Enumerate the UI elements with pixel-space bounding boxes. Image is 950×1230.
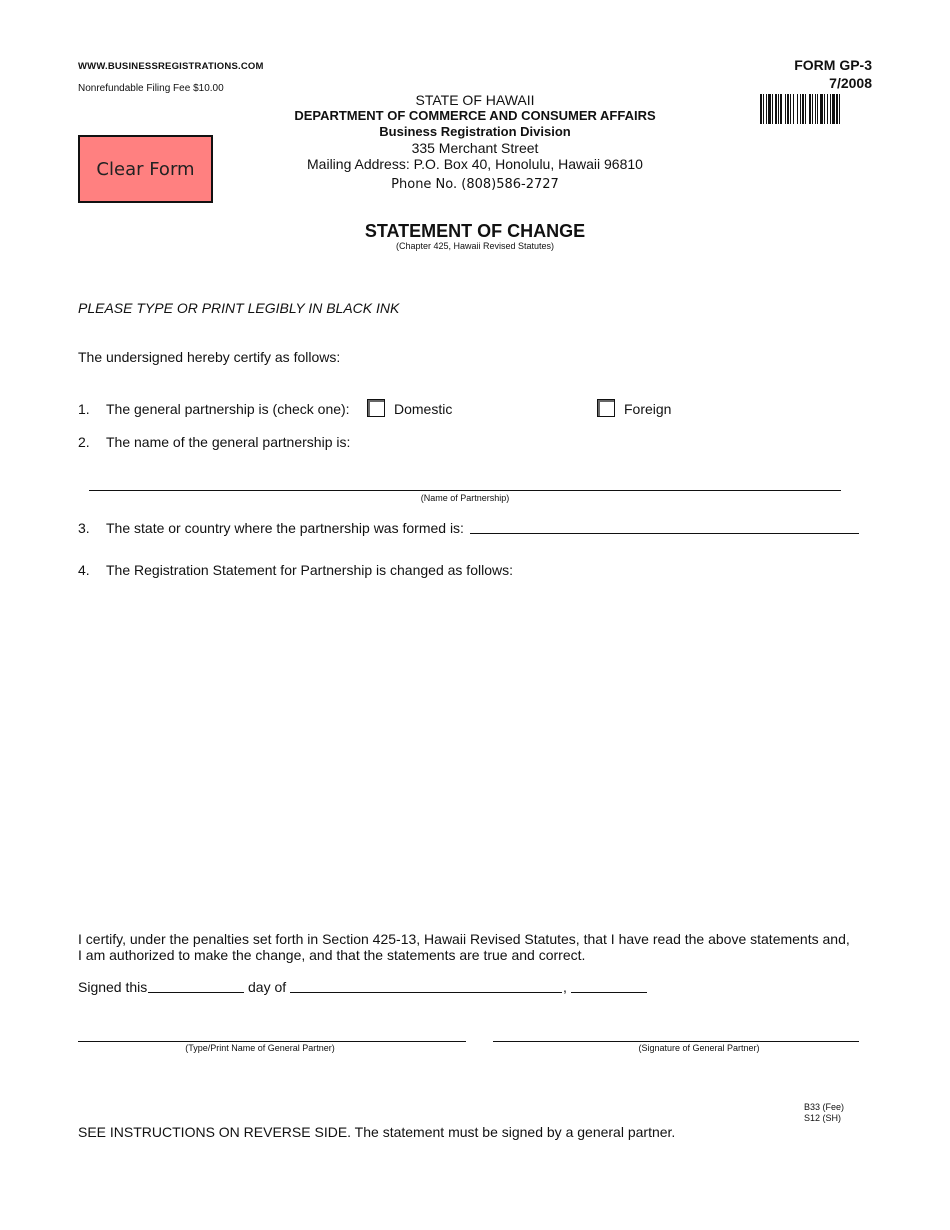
item-4-text: The Registration Statement for Partnership is changed as follows: <box>106 562 513 578</box>
instruction-text: PLEASE TYPE OR PRINT LEGIBLY IN BLACK INK <box>78 300 400 316</box>
domestic-checkbox[interactable] <box>367 399 385 417</box>
fee-code: B33 (Fee) <box>804 1102 845 1112</box>
partner-signature-field[interactable] <box>493 1041 859 1042</box>
certification-line-1: I certify, under the penalties set forth in Section 425-13, Hawaii Revised Statutes, that I have read the above statements and, <box>78 931 850 947</box>
state-name: STATE OF HAWAII <box>415 92 535 108</box>
form-subtitle: (Chapter 425, Hawaii Revised Statutes) <box>395 241 555 251</box>
changes-textarea[interactable] <box>78 585 859 915</box>
partnership-name-field[interactable] <box>89 490 841 491</box>
sh-code: S12 (SH) <box>804 1113 842 1123</box>
form-number: FORM GP-3 <box>794 57 872 73</box>
form-title: STATEMENT OF CHANGE <box>364 221 586 241</box>
domestic-label: Domestic <box>394 401 453 417</box>
mailing-address: Mailing Address: P.O. Box 40, Honolulu, Hawaii 96810 <box>307 156 643 172</box>
day-of-label: day of <box>248 979 287 995</box>
signed-day-field[interactable] <box>148 992 244 993</box>
division-name: Business Registration Division <box>379 124 571 139</box>
filing-fee: Nonrefundable Filing Fee $10.00 <box>78 83 224 94</box>
partnership-name-caption: (Name of Partnership) <box>420 493 510 503</box>
partner-name-caption: (Type/Print Name of General Partner) <box>185 1043 335 1053</box>
footer-instructions: SEE INSTRUCTIONS ON REVERSE SIDE. The statement must be signed by a general partner. <box>78 1124 676 1140</box>
certification-line-2: I am authorized to make the change, and that the statements are true and correct. <box>78 947 586 963</box>
signed-this-label: Signed this <box>78 979 148 995</box>
website-link[interactable]: WWW.BUSINESSREGISTRATIONS.COM <box>78 61 264 72</box>
item-2-text: The name of the general partnership is: <box>106 434 351 450</box>
foreign-label: Foreign <box>624 401 672 417</box>
phone-number: Phone No. (808)586-2727 <box>391 177 559 192</box>
foreign-checkbox[interactable] <box>597 399 615 417</box>
item-3-text: The state or country where the partnership was formed is: <box>106 520 464 536</box>
partner-name-field[interactable] <box>78 1041 466 1042</box>
barcode-icon <box>760 94 900 126</box>
item-3-number: 3. <box>78 520 90 536</box>
department-name: DEPARTMENT OF COMMERCE AND CONSUMER AFFAIRS <box>294 108 656 123</box>
signed-month-field[interactable] <box>290 992 562 993</box>
signed-year-field[interactable] <box>571 992 647 993</box>
item-2-number: 2. <box>78 434 90 450</box>
signed-comma: , <box>563 979 567 995</box>
item-4-number: 4. <box>78 562 90 578</box>
form-date: 7/2008 <box>829 75 872 91</box>
certify-intro: The undersigned hereby certify as follows: <box>78 349 341 365</box>
formation-state-field[interactable] <box>470 533 859 534</box>
street-address: 335 Merchant Street <box>411 140 539 156</box>
item-1-number: 1. <box>78 401 90 417</box>
item-1-text: The general partnership is (check one): <box>106 401 350 417</box>
partner-signature-caption: (Signature of General Partner) <box>638 1043 760 1053</box>
clear-form-button[interactable]: Clear Form <box>78 135 213 203</box>
